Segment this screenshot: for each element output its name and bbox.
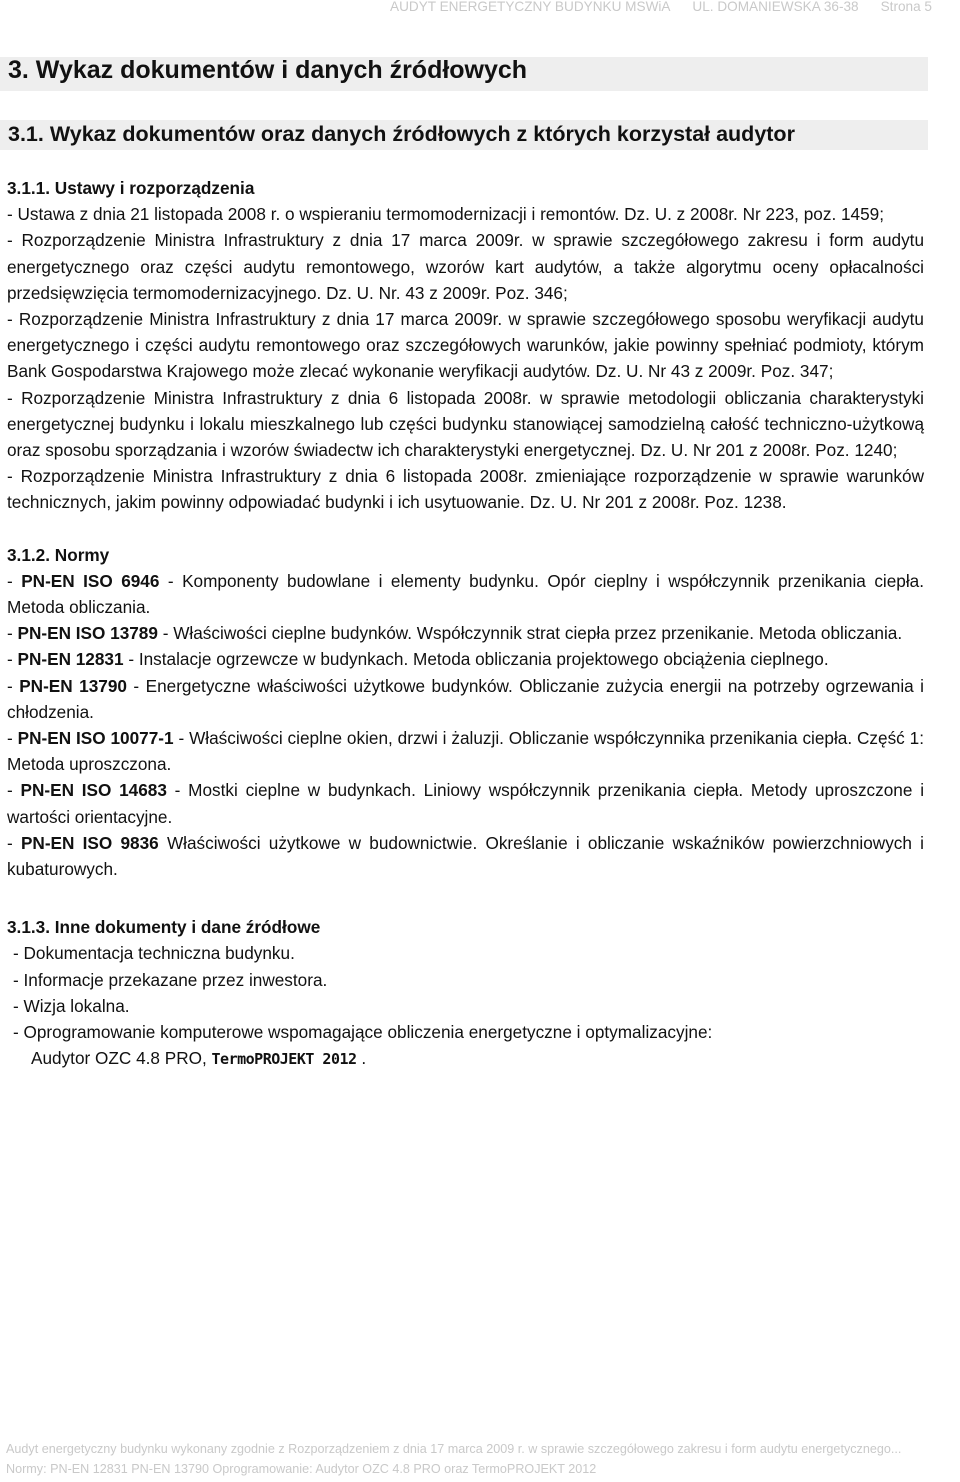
- norm-item: - PN-EN ISO 14683 - Mostki cieplne w budynkach. Liniowy współczynnik przenikania ciepła. Metody uproszczone i wartości orientacyjne.: [7, 780, 925, 827]
- norm-code: PN-EN ISO 14683: [20, 780, 167, 801]
- norm-description: - Energetyczne właściwości użytkowe budynków. Obliczanie zużycia energii na potrzeby ogrzewania i chłodzenia.: [7, 675, 924, 722]
- document-body: [7, 175, 924, 1073]
- norm-description: - Instalacje ogrzewcze w budynkach. Metoda obliczania projektowego obciążenia cieplnego.: [123, 649, 829, 670]
- section-title: 3. Wykaz dokumentów i danych źródłowych: [8, 56, 528, 84]
- subsection-heading-laws: 3.1.1. Ustawy i rozporządzenia: [7, 178, 255, 198]
- norm-code: PN-EN 13790: [19, 675, 127, 696]
- law-item: - Rozporządzenie Ministra Infrastruktury z dnia 6 listopada 2008r. zmieniające rozporządzenie w sprawie warunków technicznych, jakim powinny odpowiadać budynki i ich usytuowanie. Dz. U. Nr 201 z 2008r. Poz. 1238.: [7, 466, 924, 513]
- norm-item: - PN-EN ISO 13789 - Właściwości cieplne budynków. Współczynnik strat ciepła przez przenikanie. Metoda obliczania.: [7, 623, 903, 644]
- norm-description: - Właściwości cieplne budynków. Współczynnik strat ciepła przez przenikanie. Metoda obliczania.: [157, 623, 903, 644]
- header-title: AUDYT ENERGETYCZNY BUDYNKU MSWiA UL. DOMANIEWSKA 36-38: [390, 0, 859, 14]
- subsection-heading-other: 3.1.3. Inne dokumenty i dane źródłowe: [7, 917, 321, 938]
- section-heading-3: [0, 57, 928, 91]
- norm-code: PN-EN ISO 10077-1: [17, 728, 174, 749]
- norm-item: - PN-EN ISO 10077-1 - Właściwości cieplne okien, drzwi i żaluzji. Obliczanie współczynnika przenikania ciepła. Część 1: Metoda uproszczona.: [7, 728, 924, 775]
- norm-description: Właściwości użytkowe w budownictwie. Określanie i obliczanie wskaźników powierzchniowych i kubaturowych.: [7, 832, 924, 880]
- norm-code: PN-EN ISO 6946: [21, 570, 160, 591]
- norm-code: PN-EN ISO 13789: [17, 623, 158, 644]
- software-prefix: Audytor OZC 4.8 PRO,: [31, 1048, 212, 1069]
- subsection-heading-norms: 3.1.2. Normy: [7, 544, 110, 565]
- other-item: - Dokumentacja techniczna budynku.: [13, 943, 295, 964]
- software-suffix: .: [356, 1048, 367, 1069]
- norm-code: PN-EN 12831: [17, 649, 124, 670]
- norm-item: - PN-EN 12831 - Instalacje ogrzewcze w budynkach. Metoda obliczania projektowego obciążenia cieplnego.: [7, 649, 829, 670]
- law-item: - Rozporządzenie Ministra Infrastruktury z dnia 6 listopada 2008r. w sprawie metodologii obliczania charakterystyki energetycznej budynku i lokalu mieszkalnego lub części budynku stanowiącej samodzielną całość techniczno-użytkową oraz sposobu sporządzania i wzorów świadectw ich charakterystyki energetycznej. Dz. U. Nr 201 z 2008r. Poz. 1240;: [7, 387, 924, 461]
- law-item: - Rozporządzenie Ministra Infrastruktury z dnia 17 marca 2009r. w sprawie szczegółowego zakresu i form audytu energetycznego oraz części audytu remontowego, wzorów kart audytów, a także algorytmu oceny opłacalności przedsięwzięcia termomodernizacyjnego. Dz. U. Nr. 43 z 2009r. Poz. 346;: [7, 230, 924, 303]
- other-item: - Oprogramowanie komputerowe wspomagające obliczenia energetyczne i optymalizacyjne:: [13, 1022, 713, 1043]
- law-item: - Rozporządzenie Ministra Infrastruktury z dnia 17 marca 2009r. w sprawie szczegółowego sposobu weryfikacji audytu energetycznego i części audytu remontowego oraz szczegółowych warunków, jakie powinny spełniać podmioty, którym Bank Gospodarstwa Krajowego może zlecać wykonanie weryfikacji audytów. Dz. U. Nr 43 z 2009r. Poz. 347;: [7, 309, 924, 382]
- footer-line-1: Audyt energetyczny budynku wykonany zgodnie z Rozporządzeniem z dnia 17 marca 2009 r. w sprawie szczegółowego zakresu i form audytu energetycznego...: [6, 1442, 902, 1456]
- footer-line-2: Normy: PN-EN 12831 PN-EN 13790 Oprogramowanie: Audytor OZC 4.8 PRO oraz TermoPROJEKT 2012: [6, 1462, 597, 1476]
- other-item: - Informacje przekazane przez inwestora.: [13, 969, 328, 990]
- norm-item: - PN-EN ISO 6946 - Komponenty budowlane i elementy budynku. Opór cieplny i współczynnik przenikania ciepła. Metoda obliczania.: [7, 570, 925, 618]
- other-item: - Wizja lokalna.: [13, 995, 130, 1016]
- page-header: [0, 0, 932, 14]
- page-number: Strona 5: [880, 0, 932, 14]
- section-heading-3-1: [0, 120, 928, 150]
- norm-description: - Mostki cieplne w budynkach. Liniowy współczynnik przenikania ciepła. Metody uproszczone i wartości orientacyjne.: [7, 780, 925, 827]
- software-line: [7, 1045, 924, 1072]
- norm-description: - Komponenty budowlane i elementy budynku. Opór cieplny i współczynnik przenikania ciepła. Metoda obliczania.: [7, 570, 925, 618]
- norm-item: - PN-EN ISO 9836 Właściwości użytkowe w budownictwie. Określanie i obliczanie wskaźników powierzchniowych i kubaturowych.: [7, 832, 924, 880]
- subsection-title: 3.1. Wykaz dokumentów oraz danych źródłowych z których korzystał audytor: [8, 122, 795, 146]
- law-item: - Ustawa z dnia 21 listopada 2008 r. o wspieraniu termomodernizacji i remontów. Dz. U. z 2008r. Nr 223, poz. 1459;: [7, 204, 885, 225]
- norm-description: - Właściwości cieplne okien, drzwi i żaluzji. Obliczanie współczynnika przenikania ciepła. Część 1: Metoda uproszczona.: [7, 728, 924, 775]
- norm-code: PN-EN ISO 9836: [20, 832, 159, 853]
- norm-item: - PN-EN 13790 - Energetyczne właściwości użytkowe budynków. Obliczanie zużycia energii na potrzeby ogrzewania i chłodzenia.: [7, 675, 924, 722]
- software-name: TermoPROJEKT 2012: [211, 1050, 357, 1069]
